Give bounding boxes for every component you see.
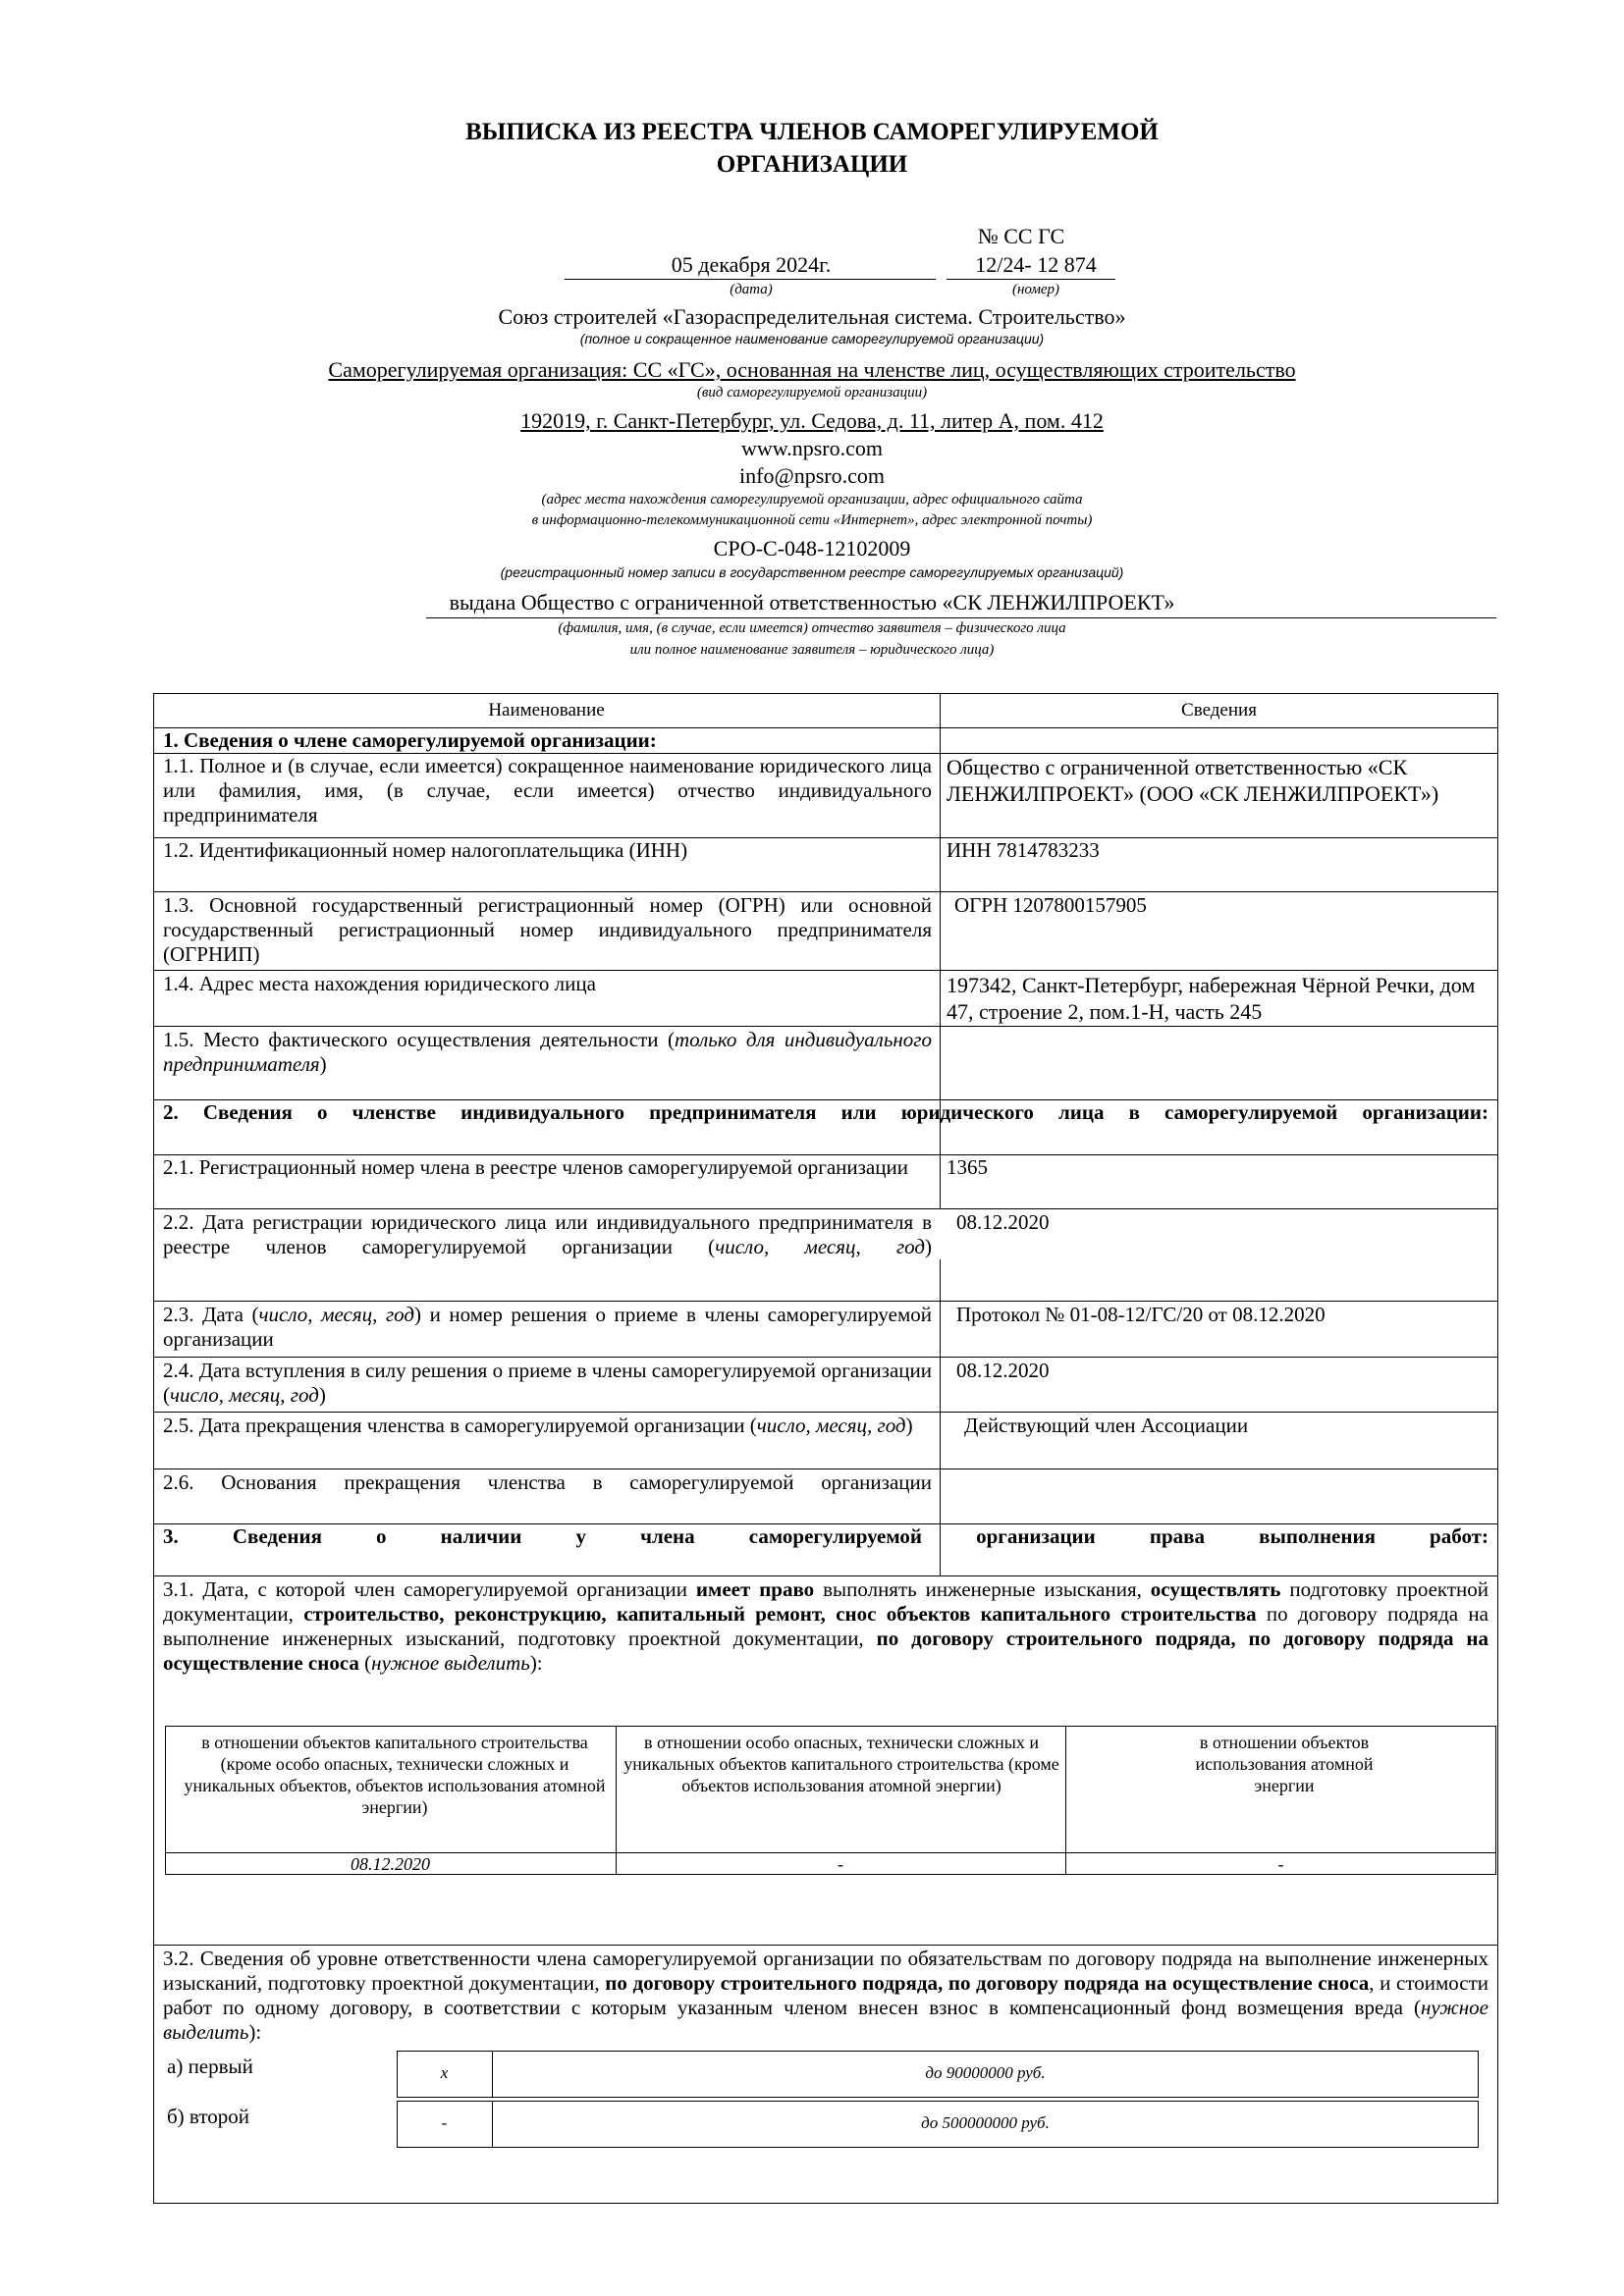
number-caption: (номер) [1011, 282, 1060, 297]
reg-number-caption: (регистрационный номер записи в государственном реестре саморегулируемых организаций) [500, 564, 1124, 580]
level-2-label: б) второй [167, 2105, 249, 2128]
col-header-info: Сведения [1181, 700, 1257, 721]
date-underline [565, 279, 936, 280]
issued-caption-2: или полное наименование заявителя – юридического лица) [629, 642, 995, 658]
org-email: info@npsro.com [739, 463, 885, 488]
row-1-1-value: Общество с ограниченной ответственностью «СК ЛЕНЖИЛПРОЕКТ» (ООО «СК ЛЕНЖИЛПРОЕКТ») [947, 755, 1439, 806]
section-1-heading: 1. Сведения о члене саморегулируемой организации: [163, 728, 657, 752]
org-address: 192019, г. Санкт-Петербург, ул. Седова, д. 11, литер А, пом. 412 [520, 408, 1104, 433]
row-2-3-value: Протокол № 01-08-12/ГС/20 от 08.12.2020 [956, 1303, 1326, 1326]
address-caption-2: в информационно-телекоммуникационной сети «Интернет», адрес электронной почты) [531, 512, 1093, 528]
number-underline [947, 279, 1115, 280]
level-2-value: до 500000000 руб. [921, 2113, 1050, 2132]
row-2-2-value: 08.12.2020 [956, 1210, 1050, 1234]
document-title [0, 116, 1624, 181]
col-header-name: Наименование [488, 700, 605, 721]
row-2-1-value: 1365 [947, 1155, 988, 1179]
title-line-2: ОРГАНИЗАЦИИ [716, 151, 908, 178]
inner-header-3: в отношении объектов использования атомной энергии [1195, 1733, 1374, 1795]
inner-header-1: в отношении объектов капитального строительства (кроме особо опасных, технически сложных и уникальных объектов, объектов использования атомной энергии) [184, 1733, 606, 1817]
level-1-label: а) первый [167, 2055, 253, 2078]
row-2-5-value: Действующий член Ассоциации [964, 1414, 1249, 1437]
org-type: Саморегулируемая организация: СС «ГС», основанная на членстве лиц, осуществляющих строительство [328, 357, 1296, 382]
sro-reg-number: СРО-С-048-12102009 [713, 536, 911, 561]
row-1-5-label: 1.5. Место фактического осуществления деятельности (только для индивидуального предпринимателя) [163, 1028, 933, 1076]
org-website: www.npsro.com [741, 436, 883, 460]
row-3-1-text: 3.1. Дата, с которой член саморегулируемой организации имеет право выполнять инженерные изыскания, осуществлять подготовку проектной документации, строительство, реконструкцию, капитальный ремонт, снос объектов капитального строительства по договору подряда на выполнение инженерных изысканий, подготовку проектной документации, по договору строительного подряда, по договору подряда на осуществление сноса (нужное выделить): [163, 1577, 1489, 1675]
extract-date: 05 декабря 2024г. [671, 252, 832, 277]
date-caption: (дата) [730, 282, 773, 297]
level-1-value: до 90000000 руб. [925, 2063, 1046, 2082]
inner-value-2: - [838, 1854, 843, 1874]
row-1-1-label: 1.1. Полное и (в случае, если имеется) сокращенное наименование юридического лица или фамилия, имя, (в случае, если имеется) отчество индивидуального предпринимателя [163, 754, 932, 827]
row-3-2-text: 3.2. Сведения об уровне ответственности члена саморегулируемой организации по обязательствам по договору подряда на выполнение инженерных изысканий, подготовку проектной документации, по договору строительного подряда, по договору подряда на осуществление сноса, и стоимости работ по одному договору, в соответствии с которым указанным членом внесен взнос в компенсационный фонд возмещения вреда (нужное выделить): [163, 1947, 1489, 2044]
row-2-2-label: 2.2. Дата регистрации юридического лица или индивидуального предпринимателя в реестре членов саморегулируемой организации (число, месяц, год) [163, 1210, 932, 1258]
org-name: Союз строителей «Газораспределительная система. Строительство» [498, 304, 1126, 329]
row-2-1-label: 2.1. Регистрационный номер члена в реестре членов саморегулируемой организации [163, 1155, 908, 1179]
section-3-heading: 3. Сведения о наличии у члена саморегулируемой организации права выполнения работ: [163, 1524, 1489, 1548]
extract-number: 12/24- 12 874 [975, 252, 1097, 277]
row-2-5-label: 2.5. Дата прекращения членства в саморегулируемой организации (число, месяц, год) [163, 1414, 913, 1437]
issued-caption-1: (фамилия, имя, (в случае, если имеется) отчество заявителя – физического лица [558, 620, 1066, 636]
issued-to: выдана Общество с ограниченной ответственностью «СК ЛЕНЖИЛПРОЕКТ» [449, 590, 1175, 614]
row-1-4-label: 1.4. Адрес места нахождения юридического лица [163, 972, 596, 995]
address-caption-1: (адрес места нахождения саморегулируемой организации, адрес официального сайта [541, 492, 1083, 507]
org-name-caption: (полное и сокращенное наименование саморегулируемой организации) [579, 331, 1045, 347]
row-2-4-label: 2.4. Дата вступления в силу решения о приеме в члены саморегулируемой организации (число, месяц, год) [163, 1359, 932, 1407]
row-1-4-value: 197342, Санкт-Петербург, набережная Чёрной Речки, дом 47, строение 2, пом.1-Н, часть 245 [947, 973, 1476, 1024]
level-1-mark: x [440, 2063, 449, 2082]
inner-table-3-1 [165, 1726, 1496, 1875]
row-1-3-label: 1.3. Основной государственный регистрационный номер (ОГРН) или основной государственный регистрационный номер индивидуального предпринимателя (ОГРНИП) [163, 893, 932, 966]
row-1-2-value: ИНН 7814783233 [947, 838, 1100, 862]
row-2-6-label: 2.6. Основания прекращения членства в саморегулируемой организации [163, 1470, 932, 1494]
registry-table [153, 693, 1498, 2204]
inner-value-3: - [1277, 1854, 1284, 1874]
row-1-3-value: ОГРН 1207800157905 [954, 893, 1147, 917]
row-2-3-label: 2.3. Дата (число, месяц, год) и номер решения о приеме в члены саморегулируемой организации [163, 1303, 932, 1351]
inner-value-1: 08.12.2020 [351, 1854, 430, 1874]
title-line-1: ВЫПИСКА ИЗ РЕЕСТРА ЧЛЕНОВ САМОРЕГУЛИРУЕМОЙ [465, 119, 1159, 145]
level-2-mark: - [441, 2113, 448, 2132]
issued-underline [426, 617, 1496, 618]
number-line-1: № СС ГС [977, 224, 1065, 248]
org-type-caption: (вид саморегулируемой организации) [696, 385, 928, 400]
row-1-2-label: 1.2. Идентификационный номер налогоплательщика (ИНН) [163, 838, 688, 862]
section-2-heading: 2. Сведения о членстве индивидуального предпринимателя или юридического лица в саморегулируемой организации: [163, 1100, 1489, 1124]
row-2-4-value: 08.12.2020 [956, 1359, 1050, 1382]
inner-header-2: в отношении особо опасных, технически сложных и уникальных объектов капитального строительства (кроме объектов использования атомной энергии) [623, 1733, 1059, 1795]
